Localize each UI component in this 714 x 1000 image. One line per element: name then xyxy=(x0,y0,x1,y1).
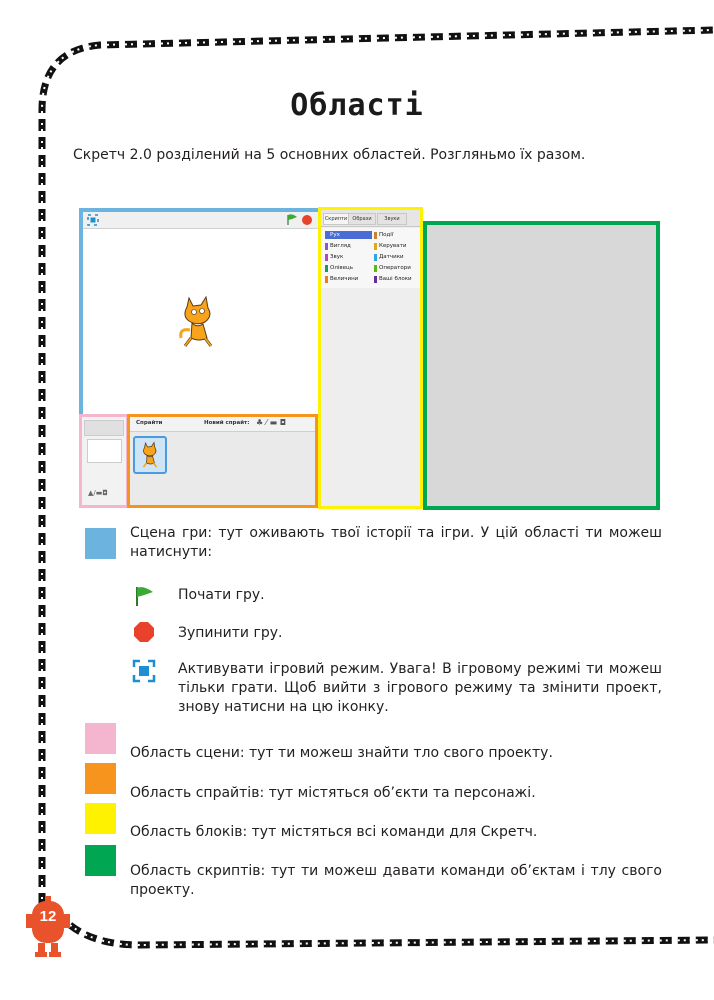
sprites-header xyxy=(130,417,315,432)
blocks-tabs xyxy=(321,210,420,227)
legend-sprites: Область спрайтів: тут містяться об’єкти та персонажі. xyxy=(130,785,536,801)
legend-stop: Зупинити гру. xyxy=(178,625,283,641)
legend-stage: Сцена гри: тут оживають твої історії та ігри. У цій області ти можеш натиснути: xyxy=(130,525,662,560)
new-sprite-tools-icon[interactable]: ♣ ⁄ ▬ ◘ xyxy=(256,418,287,427)
category-sound[interactable]: Звук xyxy=(325,253,343,261)
page-number: 12 xyxy=(39,908,57,925)
legend-scripts: Область скриптів: тут ти можеш давати команди об’єктам і тлу свого проекту. xyxy=(130,863,662,898)
sprite-thumbnail[interactable] xyxy=(133,436,167,474)
tab-costumes[interactable]: Образи xyxy=(348,213,376,225)
tab-scripts[interactable]: Скрипти xyxy=(323,213,349,225)
category-data[interactable]: Величини xyxy=(325,275,358,283)
category-more-blocks[interactable]: Ваші блоки xyxy=(374,275,412,283)
swatch-blocks xyxy=(85,803,116,834)
backdrop-header xyxy=(84,420,124,436)
category-control[interactable]: Керувати xyxy=(374,242,406,250)
block-categories xyxy=(321,228,420,288)
legend-blocks: Область блоків: тут містяться всі команди для Скретч. xyxy=(130,824,538,840)
robot-icon xyxy=(26,896,70,958)
page-number-badge xyxy=(26,896,70,958)
page-title: Області xyxy=(290,88,424,123)
swatch-sprites xyxy=(85,763,116,794)
stage-toolbar xyxy=(83,212,319,229)
legend-backdrop: Область сцени: тут ти можеш знайти тло свого проекту. xyxy=(130,745,553,761)
category-motion[interactable]: Рух xyxy=(325,231,372,239)
stage-area xyxy=(79,208,323,419)
stop-sign-icon xyxy=(133,621,155,643)
backdrop-thumbnail[interactable] xyxy=(87,439,122,463)
intro-text: Скретч 2.0 розділений на 5 основних областей. Розгляньмо їх разом. xyxy=(73,147,586,163)
swatch-scripts xyxy=(85,845,116,876)
category-looks[interactable]: Вигляд xyxy=(325,242,351,250)
green-flag-icon[interactable] xyxy=(286,214,298,226)
swatch-backdrop xyxy=(85,723,116,754)
scripts-area xyxy=(423,221,660,510)
swatch-stage xyxy=(85,528,116,559)
new-sprite-label: Новий спрайт: xyxy=(204,420,250,426)
backdrop-tools-icon[interactable]: ▲/▬◘ xyxy=(88,489,108,497)
cat-sprite-icon xyxy=(175,294,221,350)
category-events[interactable]: Події xyxy=(374,231,393,239)
fullscreen-icon xyxy=(132,659,156,683)
stop-sign-icon[interactable] xyxy=(301,214,313,226)
sprites-area xyxy=(127,414,318,508)
cat-sprite-icon xyxy=(138,441,162,469)
category-sensing[interactable]: Датчики xyxy=(374,253,404,261)
blocks-area xyxy=(318,207,423,509)
backdrop-area xyxy=(79,414,129,508)
category-operators[interactable]: Оператори xyxy=(374,264,411,272)
tab-sounds[interactable]: Звуки xyxy=(377,213,407,225)
category-pen[interactable]: Олівець xyxy=(325,264,353,272)
sprites-label: Спрайти xyxy=(136,420,163,426)
fullscreen-icon[interactable] xyxy=(87,214,99,226)
legend-start: Почати гру. xyxy=(178,587,265,603)
green-flag-icon xyxy=(133,585,155,607)
legend-fullscreen: Активувати ігровий режим. Увага! В ігровому режимі ти можеш тільки грати. Щоб вийти з ігрового режиму та змінити проект, знову натисни на цю іконку. xyxy=(178,661,662,715)
